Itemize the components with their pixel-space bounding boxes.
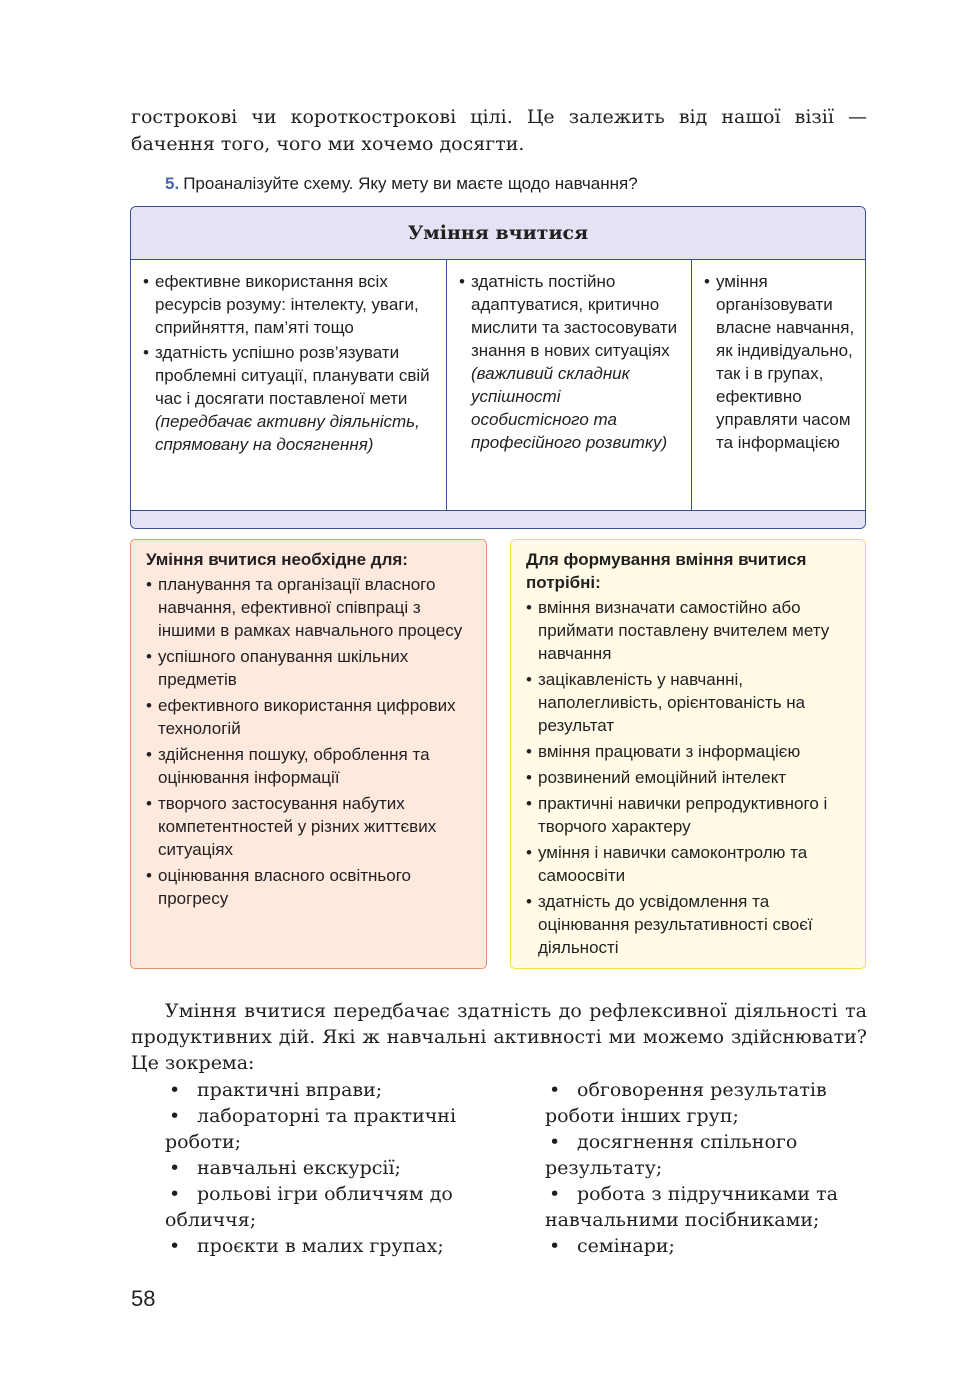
- task-prompt: [165, 172, 638, 196]
- list-item: • здатність до усвідомлення та оцінювання результативності своєї діяльності: [526, 890, 855, 959]
- list-item: • уміння і навички самоконтролю та самоосвіти: [526, 841, 855, 887]
- list-item: • оцінювання власного освітнього прогресу: [146, 864, 476, 910]
- task-number: 5.: [165, 174, 180, 193]
- scheme-columns: [131, 260, 865, 510]
- intro-line-2: бачення того, чого ми хочемо досягти.: [131, 133, 525, 155]
- activity-item: • досягнення спільного результату;: [545, 1131, 798, 1179]
- scheme-footer-bar: [131, 510, 865, 529]
- requirements-box: [510, 539, 866, 969]
- activity-item: • рольові ігри обличчям до обличчя;: [165, 1183, 453, 1231]
- scheme-note: (передбачає активну діяльність, спрямовану на досягнення): [155, 412, 420, 454]
- activity-item: • проєкти в малих групах;: [169, 1235, 444, 1257]
- list-item: • розвинений емоційний інтелект: [526, 766, 855, 789]
- list-item: • вміння працювати з інформацією: [526, 740, 855, 763]
- page-number: 58: [131, 1286, 156, 1311]
- intro-line-1: гострокові чи короткострокові цілі. Це залежить від нашої візії —: [131, 106, 867, 128]
- learning-scheme: [130, 206, 866, 529]
- scheme-column-2: [446, 260, 691, 510]
- list-item: • планування та організації власного навчання, ефективної співпраці з іншими в рамках навчального процесу: [146, 573, 476, 642]
- box-title: Уміння вчитися необхідне для:: [146, 550, 408, 569]
- list-item: • успішного опанування шкільних предметів: [146, 645, 476, 691]
- activity-item: • навчальні екскурсії;: [169, 1157, 401, 1179]
- scheme-item: • уміння організовувати власне навчання, як індивідуально, так і в групах, ефективно управляти часом та інформацією: [704, 270, 855, 454]
- intro-text: [131, 104, 867, 158]
- activities-right-list: [545, 1077, 875, 1259]
- box-title: Для формування вміння вчитися потрібні:: [526, 550, 807, 592]
- scheme-column-3: [691, 260, 865, 510]
- list-item: • здійснення пошуку, оброблення та оцінювання інформації: [146, 743, 476, 789]
- body-paragraph: Уміння вчитися передбачає здатність до рефлексивної діяльності та продуктивних дій. Які ж навчальні активності ми можемо здійснювати? Це зокрема:: [131, 1000, 867, 1074]
- list-item: • вміння визначати самостійно або приймати поставлену вчителем мету навчання: [526, 596, 855, 665]
- scheme-item: • здатність успішно розв’язувати проблемні ситуації, планувати свій час і досягати поставленої мети (передбачає активну діяльність, спрямовану на досягнення): [143, 341, 436, 456]
- activity-item: • практичні вправи;: [169, 1079, 383, 1101]
- scheme-item: • здатність постійно адаптуватися, критично мислити та застосовувати знання в нових ситуаціях (важливий складник успішності особистісного та професійного розвитку): [459, 270, 681, 454]
- scheme-column-1: [131, 260, 446, 510]
- activity-item: • лабораторні та практичні роботи;: [165, 1105, 457, 1153]
- scheme-title: Уміння вчитися: [131, 207, 865, 260]
- list-item: • зацікавленість у навчанні, наполегливість, орієнтованість на результат: [526, 668, 855, 737]
- needed-for-box: [130, 539, 487, 969]
- activity-item: • семінари;: [549, 1235, 675, 1257]
- list-item: • практичні навички репродуктивного і творчого характеру: [526, 792, 855, 838]
- list-item: • ефективного використання цифрових технологій: [146, 694, 476, 740]
- task-text: Проаналізуйте схему. Яку мету ви маєте щодо навчання?: [183, 174, 638, 193]
- list-item: • творчого застосування набутих компетентностей у різних життєвих ситуаціях: [146, 792, 476, 861]
- activities-left-list: [165, 1077, 495, 1259]
- activity-item: • обговорення результатів роботи інших груп;: [545, 1079, 827, 1127]
- activity-item: • робота з підручниками та навчальними посібниками;: [545, 1183, 838, 1231]
- scheme-item: • ефективне використання всіх ресурсів розуму: інтелекту, уваги, сприйняття, пам’яті тощо: [143, 270, 436, 339]
- scheme-note: (важливий складник успішності особистісного та професійного розвитку): [471, 364, 668, 452]
